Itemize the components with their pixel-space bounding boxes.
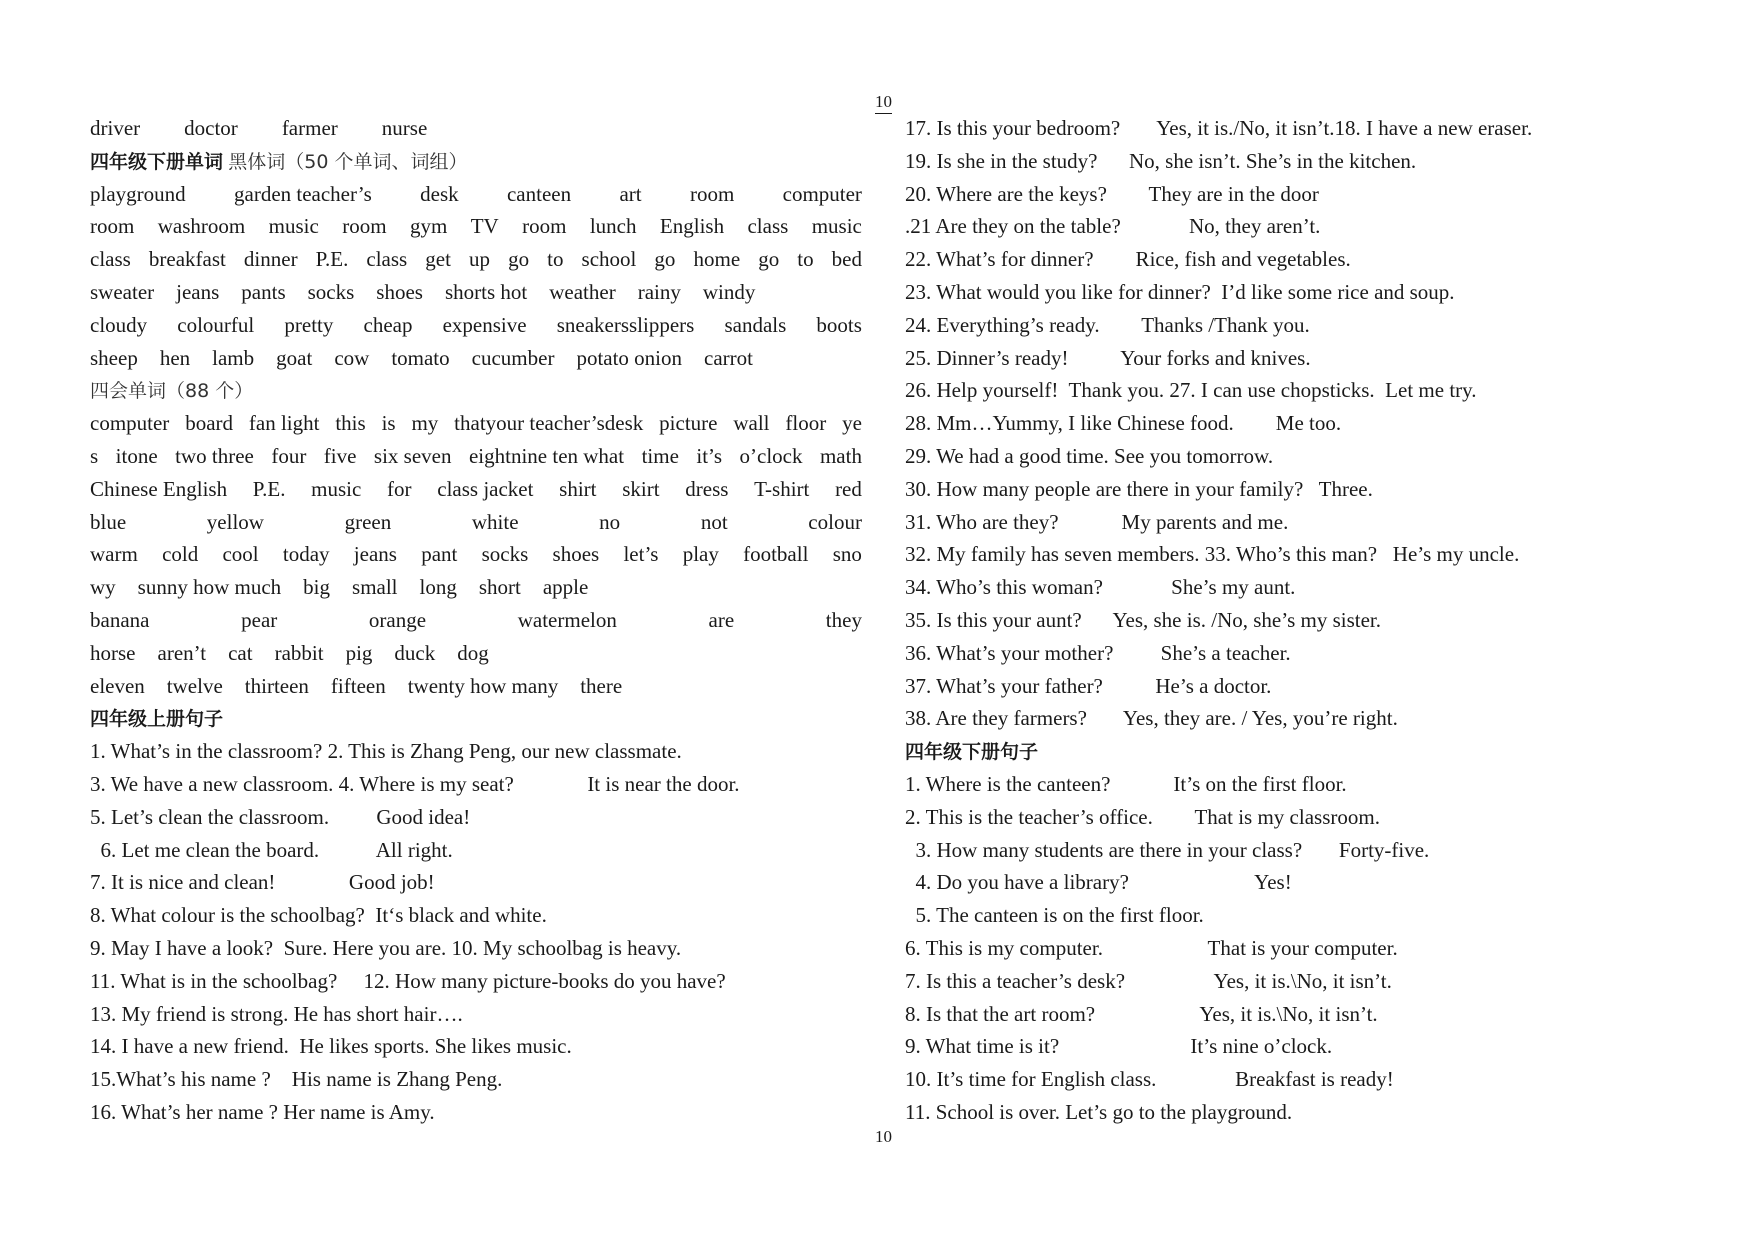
word: pants <box>241 279 286 304</box>
sentence-line: 1. What’s in the classroom? 2. This is Zhang Peng, our new classmate. <box>90 739 682 764</box>
word: to <box>797 247 814 272</box>
word: carrot <box>704 345 753 370</box>
sentence-line: 34. Who’s this woman? She’s my aunt. <box>905 575 1296 600</box>
word: cucumber <box>471 345 555 370</box>
word: white <box>471 509 519 534</box>
word: goat <box>276 345 313 370</box>
word: lamb <box>212 345 255 370</box>
word: go <box>654 247 676 272</box>
heading-four-skills-text: 四会单词（88 个） <box>90 380 254 403</box>
word: cat <box>228 640 253 665</box>
word: today <box>282 542 330 567</box>
word: colourful <box>177 312 255 337</box>
word: eleven <box>90 673 145 698</box>
word: rainy <box>637 279 681 304</box>
occupation-word: doctor <box>184 116 238 140</box>
word: sneakersslippers <box>556 312 695 337</box>
word: thatyour teacher’sdesk <box>454 411 644 436</box>
word: dog <box>457 640 489 665</box>
word: art <box>619 181 642 206</box>
word: jeans <box>353 542 397 567</box>
word: colour <box>808 509 862 534</box>
sentence-line: 36. What’s your mother? She’s a teacher. <box>905 640 1291 665</box>
right-column <box>905 112 1705 1129</box>
word: is <box>381 411 396 436</box>
word: music <box>311 476 362 501</box>
sentence-line: 3. How many students are there in your class? Forty-five. <box>905 837 1430 862</box>
word: eightnine ten what <box>468 443 625 468</box>
sentence-line: 9. What time is it? It’s nine o’clock. <box>905 1034 1333 1059</box>
word: go <box>758 247 780 272</box>
word: two three <box>175 443 254 468</box>
word: small <box>352 575 398 600</box>
word: cheap <box>363 312 413 337</box>
word-row <box>90 243 862 276</box>
left-column <box>90 112 862 1129</box>
word: shoes <box>552 542 600 567</box>
word: sunny how much <box>137 575 282 600</box>
occupations-line <box>90 112 862 145</box>
word: big <box>303 575 331 600</box>
word: T-shirt <box>754 476 810 501</box>
word-row <box>90 637 862 670</box>
sentence-line: 29. We had a good time. See you tomorrow. <box>905 443 1274 468</box>
word: weather <box>549 279 616 304</box>
word: skirt <box>622 476 660 501</box>
word: gym <box>409 214 448 239</box>
word: yellow <box>206 509 264 534</box>
word: canteen <box>506 181 572 206</box>
sentence-line: 6. Let me clean the board. All right. <box>90 837 453 862</box>
word: home <box>693 247 741 272</box>
word: warm <box>90 542 138 567</box>
word: desk <box>420 181 459 206</box>
sentence-line: 11. School is over. Let’s go to the playground. <box>905 1099 1293 1124</box>
word: floor <box>785 411 827 436</box>
word: sheep <box>90 345 138 370</box>
word: time <box>641 443 679 468</box>
word: breakfast <box>148 247 226 272</box>
word: get <box>425 247 451 272</box>
word: fifteen <box>330 673 386 698</box>
word: room <box>90 214 135 239</box>
word: dinner <box>243 247 298 272</box>
word: for <box>387 476 412 501</box>
sentence-line: 5. The canteen is on the first floor. <box>905 903 1204 928</box>
word: washroom <box>157 214 246 239</box>
sentence-line: 8. What colour is the schoolbag? It‘s black and white. <box>90 903 547 928</box>
word: sweater <box>90 279 155 304</box>
word: apple <box>542 575 589 600</box>
word: they <box>825 607 862 632</box>
word: this <box>335 411 366 436</box>
word: sandals <box>724 312 787 337</box>
g4b-sentence-list <box>905 768 1705 1129</box>
word: short <box>478 575 521 600</box>
word: it’s <box>696 443 723 468</box>
sentence-line: 8. Is that the art room? Yes, it is.\No, it isn’t. <box>905 1001 1378 1026</box>
word: sno <box>832 542 862 567</box>
sentence-line: 15.What’s his name ? His name is Zhang Peng. <box>90 1067 503 1092</box>
word: five <box>323 443 357 468</box>
word: room <box>522 214 567 239</box>
word-row <box>90 178 862 211</box>
word: tomato <box>391 345 450 370</box>
word-row <box>90 309 862 342</box>
word: lunch <box>589 214 637 239</box>
sentence-line: 25. Dinner’s ready! Your forks and knives. <box>905 345 1311 370</box>
heading-g4b-words-bold: 四年级下册单词 <box>90 150 224 173</box>
word: music <box>268 214 319 239</box>
word: o’clock <box>739 443 803 468</box>
word: pear <box>241 607 278 632</box>
sentence-line: 32. My family has seven members. 33. Who’s this man? He’s my uncle. <box>905 542 1520 567</box>
heading-four-skills <box>90 374 862 407</box>
heading-g4b-sentences-text: 四年级下册句子 <box>905 741 1039 764</box>
word: P.E. <box>252 476 286 501</box>
sentence-line: 10. It’s time for English class. Breakfast is ready! <box>905 1067 1394 1092</box>
word: expensive <box>442 312 527 337</box>
word: room <box>689 181 735 206</box>
word: TV <box>470 214 499 239</box>
sentence-line: 1. Where is the canteen? It’s on the first floor. <box>905 771 1347 796</box>
word: itone <box>115 443 158 468</box>
sentence-line: 11. What is in the schoolbag? 12. How many picture-books do you have? <box>90 968 726 993</box>
word: class jacket <box>437 476 534 501</box>
word: green <box>344 509 392 534</box>
word: room <box>342 214 387 239</box>
word: ye <box>842 411 862 436</box>
word: Chinese English <box>90 476 228 501</box>
word-row <box>90 473 862 506</box>
word: computer <box>782 181 862 206</box>
word: twenty how many <box>407 673 559 698</box>
word-row <box>90 538 862 571</box>
word: s <box>90 443 99 468</box>
word: cloudy <box>90 312 148 337</box>
word: computer <box>90 411 170 436</box>
heading-g4b-sentences <box>905 735 1705 768</box>
word: shirt <box>559 476 597 501</box>
word: board <box>185 411 234 436</box>
word: bed <box>831 247 862 272</box>
word: cold <box>162 542 199 567</box>
word: are <box>708 607 735 632</box>
word: shorts hot <box>444 279 528 304</box>
sentence-line: 14. I have a new friend. He likes sports. She likes music. <box>90 1034 572 1059</box>
word: let’s <box>623 542 659 567</box>
sentence-line: 31. Who are they? My parents and me. <box>905 509 1289 534</box>
sentence-line: 37. What’s your father? He’s a doctor. <box>905 673 1272 698</box>
word: football <box>743 542 809 567</box>
word: not <box>700 509 728 534</box>
page-number-top: 10 <box>875 92 892 114</box>
sentence-line: 16. What’s her name ? Her name is Amy. <box>90 1099 435 1124</box>
word: socks <box>481 542 529 567</box>
word-row <box>90 276 862 309</box>
word: horse <box>90 640 136 665</box>
word: jeans <box>176 279 220 304</box>
heading-g4a-sentences <box>90 702 862 735</box>
sentence-line: 26. Help yourself! Thank you. 27. I can use chopsticks. Let me try. <box>905 378 1477 403</box>
word-row <box>90 210 862 243</box>
g4a-sentence-list <box>90 735 862 1129</box>
word: cool <box>222 542 259 567</box>
word: four <box>271 443 307 468</box>
word: duck <box>394 640 436 665</box>
heading-g4a-sentences-text: 四年级上册句子 <box>90 708 224 731</box>
word: class <box>366 247 408 272</box>
occupation-word: nurse <box>381 116 428 140</box>
g4b-word-list <box>90 178 862 375</box>
word-row <box>90 670 862 703</box>
word: there <box>580 673 623 698</box>
word: pig <box>345 640 373 665</box>
word: fan light <box>248 411 320 436</box>
sentence-line: 24. Everything’s ready. Thanks /Thank you. <box>905 312 1310 337</box>
word: picture <box>659 411 718 436</box>
sentence-line: 6. This is my computer. That is your computer. <box>905 935 1398 960</box>
word: class <box>747 214 789 239</box>
word: banana <box>90 607 150 632</box>
word-row <box>90 407 862 440</box>
word: my <box>411 411 439 436</box>
word: six seven <box>373 443 452 468</box>
word-row <box>90 571 862 604</box>
word: P.E. <box>315 247 349 272</box>
sentence-line: .21 Are they on the table? No, they aren’t. <box>905 214 1321 239</box>
sentence-line: 23. What would you like for dinner? I’d like some rice and soup. <box>905 279 1455 304</box>
sentence-line: 5. Let’s clean the classroom. Good idea! <box>90 804 471 829</box>
sentence-line: 2. This is the teacher’s office. That is my classroom. <box>905 804 1380 829</box>
word: music <box>811 214 862 239</box>
word: long <box>419 575 457 600</box>
word: no <box>599 509 621 534</box>
word: cow <box>334 345 370 370</box>
word: pant <box>421 542 458 567</box>
word-row <box>90 604 862 637</box>
word: shoes <box>376 279 423 304</box>
sentence-line: 38. Are they farmers? Yes, they are. / Yes, you’re right. <box>905 706 1398 731</box>
four-skill-word-list <box>90 407 862 702</box>
sentence-line: 30. How many people are there in your family? Three. <box>905 476 1373 501</box>
word: aren’t <box>157 640 207 665</box>
sentence-line: 20. Where are the keys? They are in the door <box>905 181 1319 206</box>
word: class <box>90 247 131 272</box>
sentence-line: 7. It is nice and clean! Good job! <box>90 870 435 895</box>
word: go <box>508 247 530 272</box>
word: to <box>547 247 564 272</box>
word: watermelon <box>517 607 617 632</box>
sentence-line: 17. Is this your bedroom? Yes, it is./No, it isn’t.18. I have a new eraser. <box>905 116 1533 140</box>
word: wy <box>90 575 116 600</box>
occupation-word: farmer <box>281 116 338 140</box>
sentence-line: 28. Mm…Yummy, I like Chinese food. Me too. <box>905 411 1342 436</box>
sentence-line: 22. What’s for dinner? Rice, fish and vegetables. <box>905 247 1351 272</box>
word: rabbit <box>274 640 324 665</box>
word: windy <box>702 279 756 304</box>
word-row <box>90 440 862 473</box>
word: playground <box>90 181 186 206</box>
sentence-line: 7. Is this a teacher’s desk? Yes, it is.\No, it isn’t. <box>905 968 1392 993</box>
g4a-sentence-list-cont <box>905 112 1705 735</box>
sentence-line: 9. May I have a look? Sure. Here you are. 10. My schoolbag is heavy. <box>90 935 682 960</box>
word: play <box>682 542 719 567</box>
word: hen <box>159 345 191 370</box>
word: math <box>819 443 862 468</box>
heading-g4b-words-note: 黑体词（50 个单词、词组） <box>228 150 468 173</box>
sentence-line: 35. Is this your aunt? Yes, she is. /No, she’s my sister. <box>905 607 1382 632</box>
word-row <box>90 342 862 375</box>
heading-g4b-words <box>90 145 862 178</box>
word: garden teacher’s <box>234 181 372 206</box>
occupation-word: driver <box>90 116 141 140</box>
sentence-line: 13. My friend is strong. He has short hair…. <box>90 1001 463 1026</box>
word: twelve <box>166 673 223 698</box>
word: orange <box>368 607 427 632</box>
word: wall <box>733 411 770 436</box>
page-number-bottom: 10 <box>875 1127 892 1146</box>
word: blue <box>90 509 127 534</box>
word: school <box>581 247 637 272</box>
sentence-line: 19. Is she in the study? No, she isn’t. She’s in the kitchen. <box>905 148 1417 173</box>
word: English <box>659 214 725 239</box>
word: boots <box>816 312 862 337</box>
word-row <box>90 506 862 539</box>
word: pretty <box>284 312 334 337</box>
sentence-line: 3. We have a new classroom. 4. Where is my seat? It is near the door. <box>90 771 740 796</box>
word: potato onion <box>576 345 683 370</box>
word: socks <box>307 279 355 304</box>
word: up <box>469 247 490 272</box>
sentence-line: 4. Do you have a library? Yes! <box>905 870 1292 895</box>
word: thirteen <box>244 673 309 698</box>
word: dress <box>685 476 729 501</box>
word: red <box>835 476 862 501</box>
